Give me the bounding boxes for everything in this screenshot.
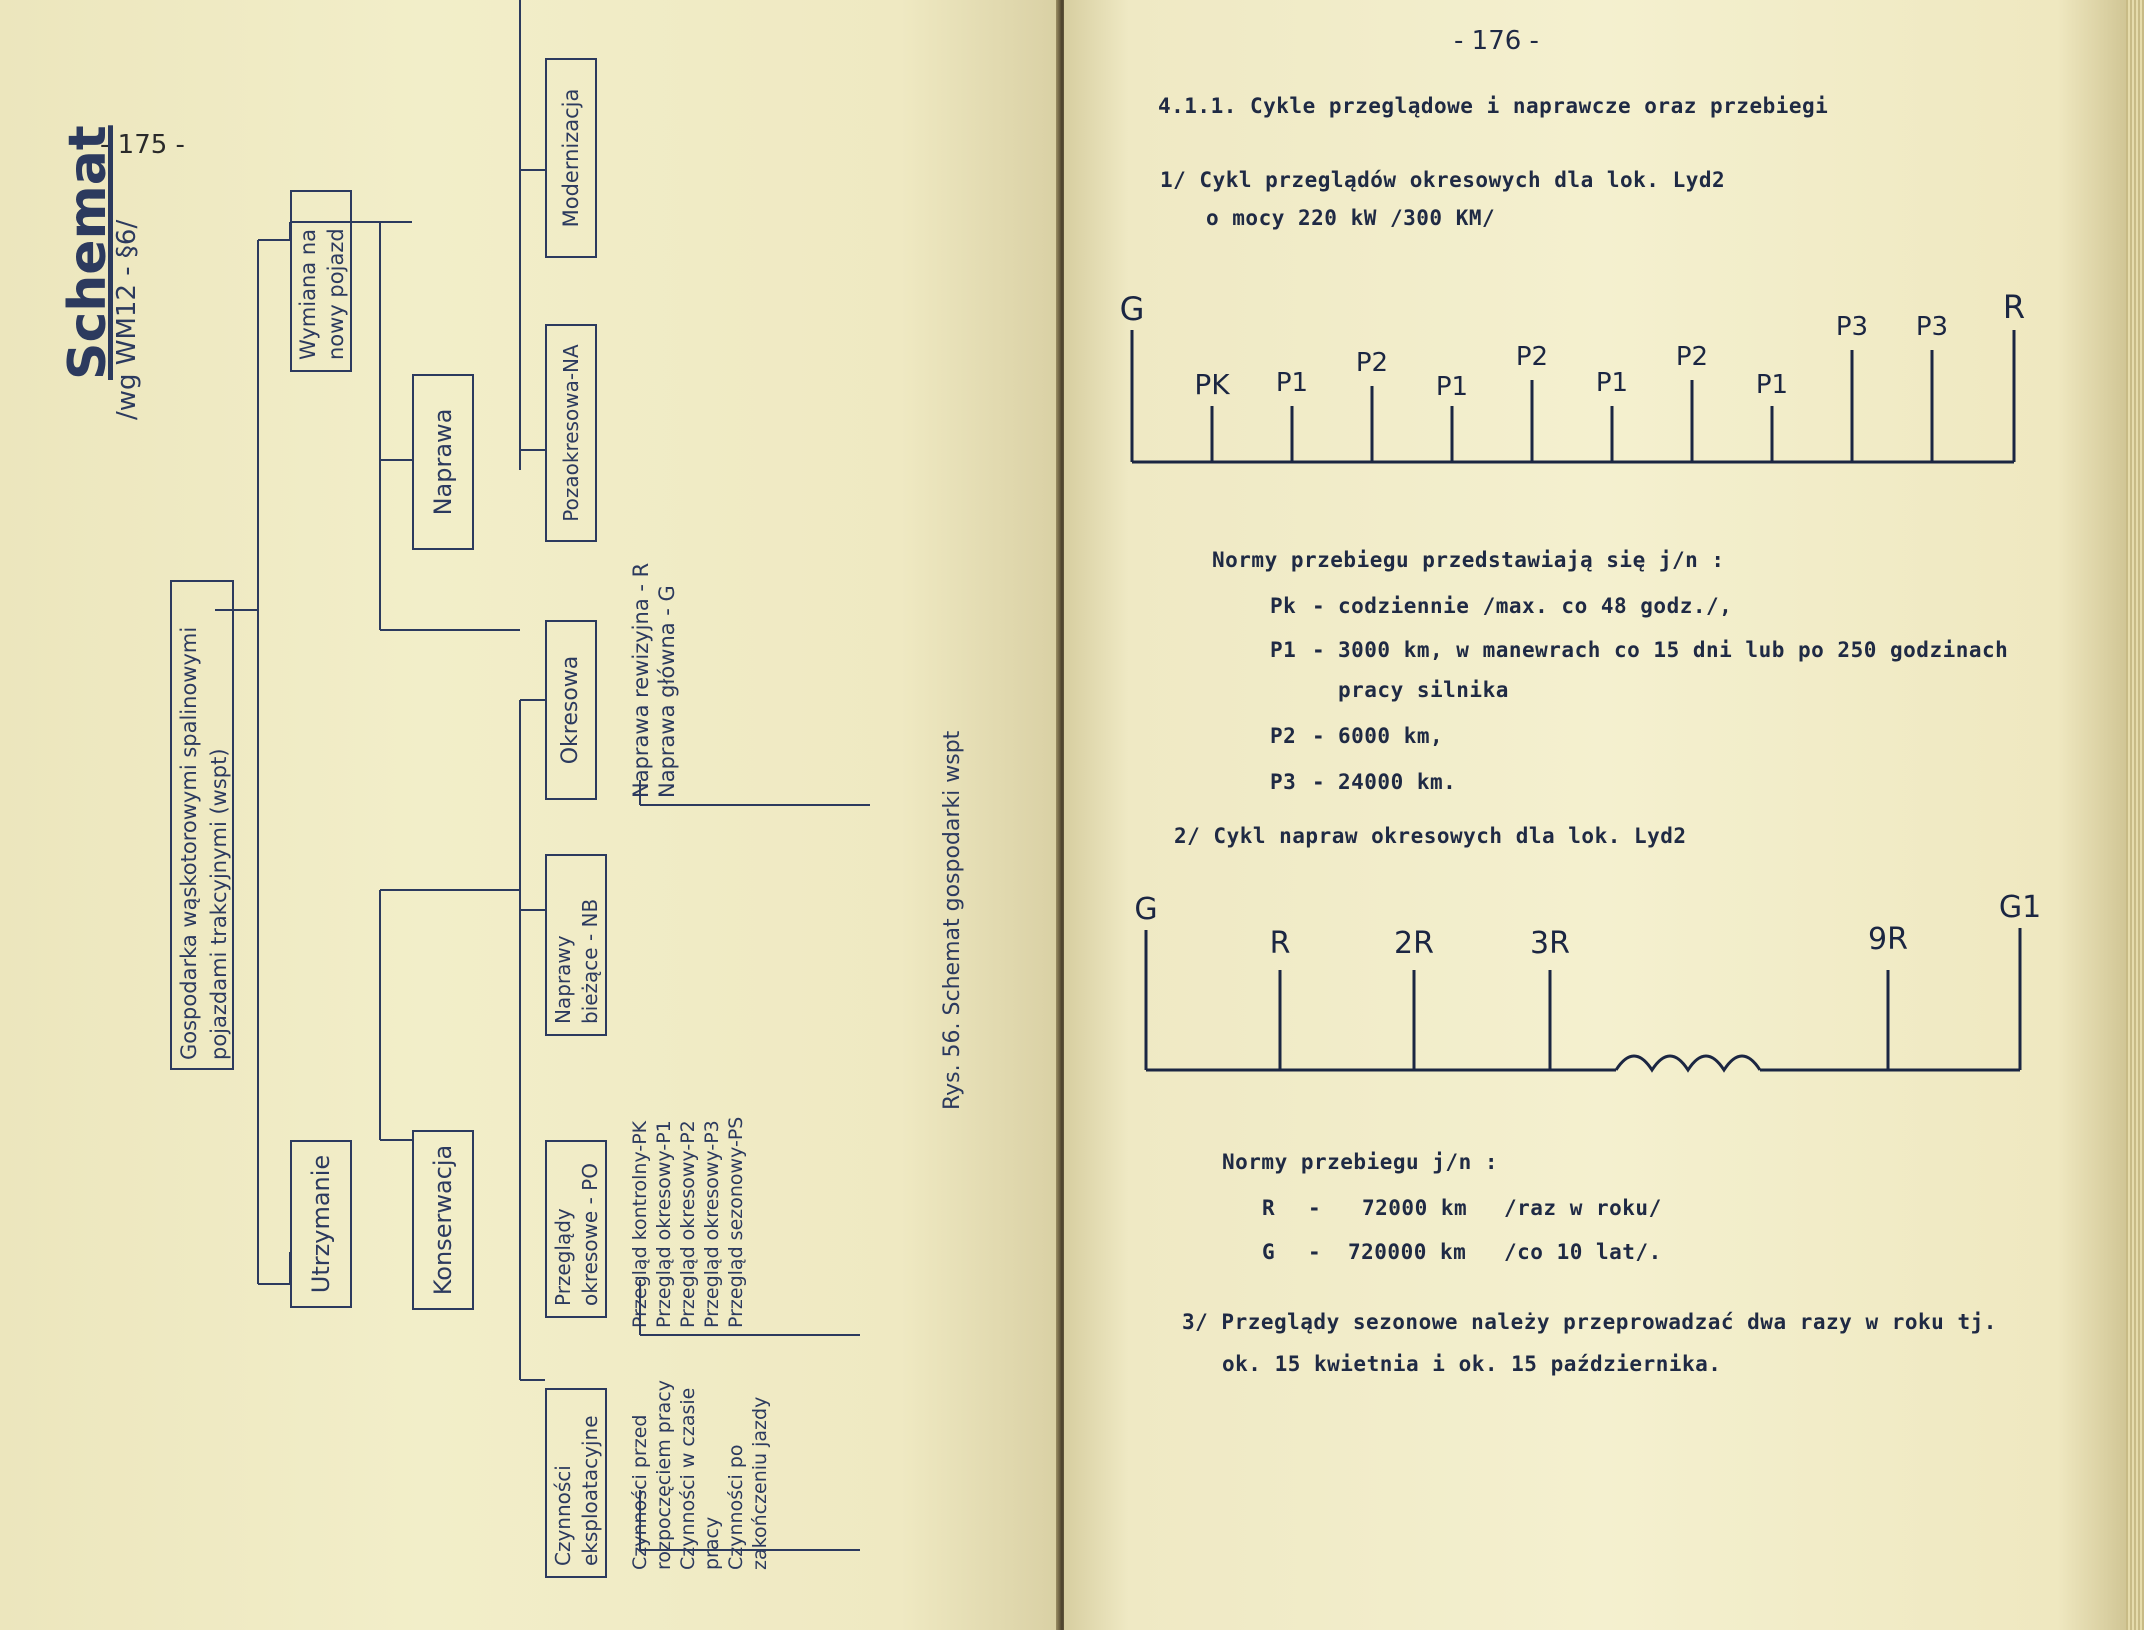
node-repair xyxy=(412,374,474,550)
d1-label-p2-a: P2 xyxy=(1355,348,1389,378)
page-edge xyxy=(2126,0,2144,1630)
inspection-cycle-diagram xyxy=(1064,280,2124,480)
figure-caption: Rys. 56. Schemat gospodarki wspt xyxy=(940,730,965,1110)
norm-pk-key: Pk xyxy=(1270,594,1297,618)
node-modernization-label: Modernizacja xyxy=(559,88,583,228)
node-preservation-label: Konserwacja xyxy=(429,1144,457,1296)
d1-label-g: G xyxy=(1119,290,1145,328)
norm-p1-cont: pracy silnika xyxy=(1338,678,1509,702)
d2-label-3r: 3R xyxy=(1530,926,1570,961)
d1-label-p3-a: P3 xyxy=(1835,312,1869,342)
node-preservation xyxy=(412,1130,474,1310)
node-maintenance xyxy=(290,1140,352,1308)
leaf-op-3: Czynności w czasie xyxy=(677,1387,699,1570)
node-periodic-label: Okresowa xyxy=(558,655,583,765)
node-root-line1: Gospodarka wąskotorowymi spalinowymi xyxy=(177,626,201,1060)
node-periodic xyxy=(545,620,597,800)
norm-r-key: R xyxy=(1262,1196,1276,1220)
node-root-line2: pojazdami trakcyjnymi (wspt) xyxy=(207,748,231,1060)
leaves-periodic xyxy=(628,563,680,798)
right-page xyxy=(1064,0,2144,1630)
leaf-periodic-g: Naprawa główna - G xyxy=(655,585,679,798)
node-operational-line2: eksploatacyjne xyxy=(578,1415,602,1566)
norm-pk-dash: - xyxy=(1312,594,1326,618)
node-maintenance-label: Utrzymanie xyxy=(307,1154,335,1294)
d2-label-2r: 2R xyxy=(1394,926,1434,961)
norm-r-note: /raz w roku/ xyxy=(1504,1196,1662,1220)
leaf-insp-p3: Przegląd okresowy-P3 xyxy=(701,1120,723,1328)
node-replacement-line2: nowy pojazd xyxy=(324,228,348,360)
norm-pk-text: codziennie /max. co 48 godz./, xyxy=(1338,594,1733,618)
node-running-repairs-line2: bieżące - NB xyxy=(578,898,602,1024)
leaf-insp-p1: Przegląd okresowy-P1 xyxy=(653,1120,675,1328)
leaf-insp-p2: Przegląd okresowy-P2 xyxy=(677,1120,699,1328)
node-extra-periodic-label: Pozaokresowa-NA xyxy=(559,344,583,522)
norm-g-value: 720000 km xyxy=(1348,1240,1467,1264)
section-heading: 4.1.1. Cykle przeglądowe i naprawcze oraz przebiegi xyxy=(1158,94,1829,118)
item1-line1: 1/ Cykl przeglądów okresowych dla lok. Lyd2 xyxy=(1160,168,1726,192)
node-running-repairs xyxy=(545,854,607,1036)
norm-p2-key: P2 xyxy=(1270,724,1297,748)
d1-label-p2-c: P2 xyxy=(1675,342,1709,372)
d1-label-p3-b: P3 xyxy=(1915,312,1949,342)
leaf-op-5: Czynności po xyxy=(725,1444,747,1570)
leaf-insp-pk: Przegląd kontrolny-PK xyxy=(629,1120,651,1328)
node-operational xyxy=(545,1388,607,1578)
node-operational-line1: Czynności xyxy=(551,1465,575,1566)
leaf-insp-ps: Przegląd sezonowy-PS xyxy=(725,1116,747,1328)
d1-label-p1-c: P1 xyxy=(1595,368,1629,398)
d2-label-g: G xyxy=(1134,892,1158,927)
leaves-operational xyxy=(628,1380,772,1570)
leaf-op-4: pracy xyxy=(701,1516,723,1570)
left-page xyxy=(0,0,1060,1630)
norm-p3-key: P3 xyxy=(1270,770,1297,794)
norm-g-note: /co 10 lat/. xyxy=(1504,1240,1662,1264)
leaf-op-1: Czynności przed xyxy=(629,1414,651,1570)
d1-label-p1-d: P1 xyxy=(1755,370,1789,400)
page-number-175: - 175 - xyxy=(100,130,185,160)
d1-label-pk: PK xyxy=(1194,368,1230,401)
scheme-subtitle: /wg WM12 - §6/ xyxy=(112,219,142,420)
norm-p3-dash: - xyxy=(1312,770,1326,794)
leaves-inspections xyxy=(628,1117,748,1328)
item2-line: 2/ Cykl napraw okresowych dla lok. Lyd2 xyxy=(1174,824,1687,848)
item3-line2: ok. 15 kwietnia i ok. 15 października. xyxy=(1222,1352,1722,1376)
d2-label-g1: G1 xyxy=(1998,890,2042,925)
norm-p2-dash: - xyxy=(1312,724,1326,748)
node-replacement xyxy=(290,190,352,372)
norms2-title: Normy przebiegu j/n : xyxy=(1222,1150,1499,1174)
rotated-scheme xyxy=(0,0,1060,1630)
d2-label-9r: 9R xyxy=(1868,922,1908,957)
item1-line2: o mocy 220 kW /300 KM/ xyxy=(1206,206,1496,230)
leaf-op-6: zakończeniu jazdy xyxy=(749,1396,771,1570)
node-inspections-line2: okresowe - PO xyxy=(578,1163,602,1306)
d1-label-p1-b: P1 xyxy=(1435,372,1469,402)
node-inspections-line1: Przeglądy xyxy=(551,1208,575,1306)
norm-p1-key: P1 xyxy=(1270,638,1297,662)
leaf-op-2: rozpoczęciem pracy xyxy=(653,1380,675,1570)
node-replacement-line1: Wymiana na xyxy=(296,228,320,360)
node-inspections xyxy=(545,1140,607,1318)
leaf-periodic-r: Naprawa rewizyjna - R xyxy=(629,562,653,798)
d1-label-r: R xyxy=(2002,288,2026,326)
scheme-title: Schemat xyxy=(58,125,118,380)
norm-p1-dash: - xyxy=(1312,638,1326,662)
node-running-repairs-line1: Naprawy xyxy=(551,935,575,1024)
d1-label-p1-a: P1 xyxy=(1275,368,1309,398)
norm-p2-text: 6000 km, xyxy=(1338,724,1444,748)
scheme-connectors xyxy=(0,0,1060,1630)
repair-cycle-diagram xyxy=(1064,890,2124,1080)
repair-cycle-lines xyxy=(1064,890,2124,1080)
norm-g-dash: - xyxy=(1308,1240,1322,1264)
norms1-title: Normy przebiegu przedstawiają się j/n : xyxy=(1212,548,1725,572)
norm-g-key: G xyxy=(1262,1240,1276,1264)
norm-r-value: 72000 km xyxy=(1362,1196,1468,1220)
norm-p3-text: 24000 km. xyxy=(1338,770,1457,794)
norm-r-dash: - xyxy=(1308,1196,1322,1220)
norm-p1-text: 3000 km, w manewrach co 15 dni lub po 250 godzinach xyxy=(1338,638,2009,662)
node-extra-periodic xyxy=(545,324,597,542)
item3-line1: 3/ Przeglądy sezonowe należy przeprowadzać dwa razy w roku tj. xyxy=(1182,1310,1997,1334)
page-number-176: - 176 - xyxy=(1454,26,1539,56)
d2-label-r: R xyxy=(1269,926,1291,961)
node-repair-label: Naprawa xyxy=(429,408,457,516)
d1-label-p2-b: P2 xyxy=(1515,342,1549,372)
node-root xyxy=(170,580,234,1070)
node-modernization xyxy=(545,58,597,258)
